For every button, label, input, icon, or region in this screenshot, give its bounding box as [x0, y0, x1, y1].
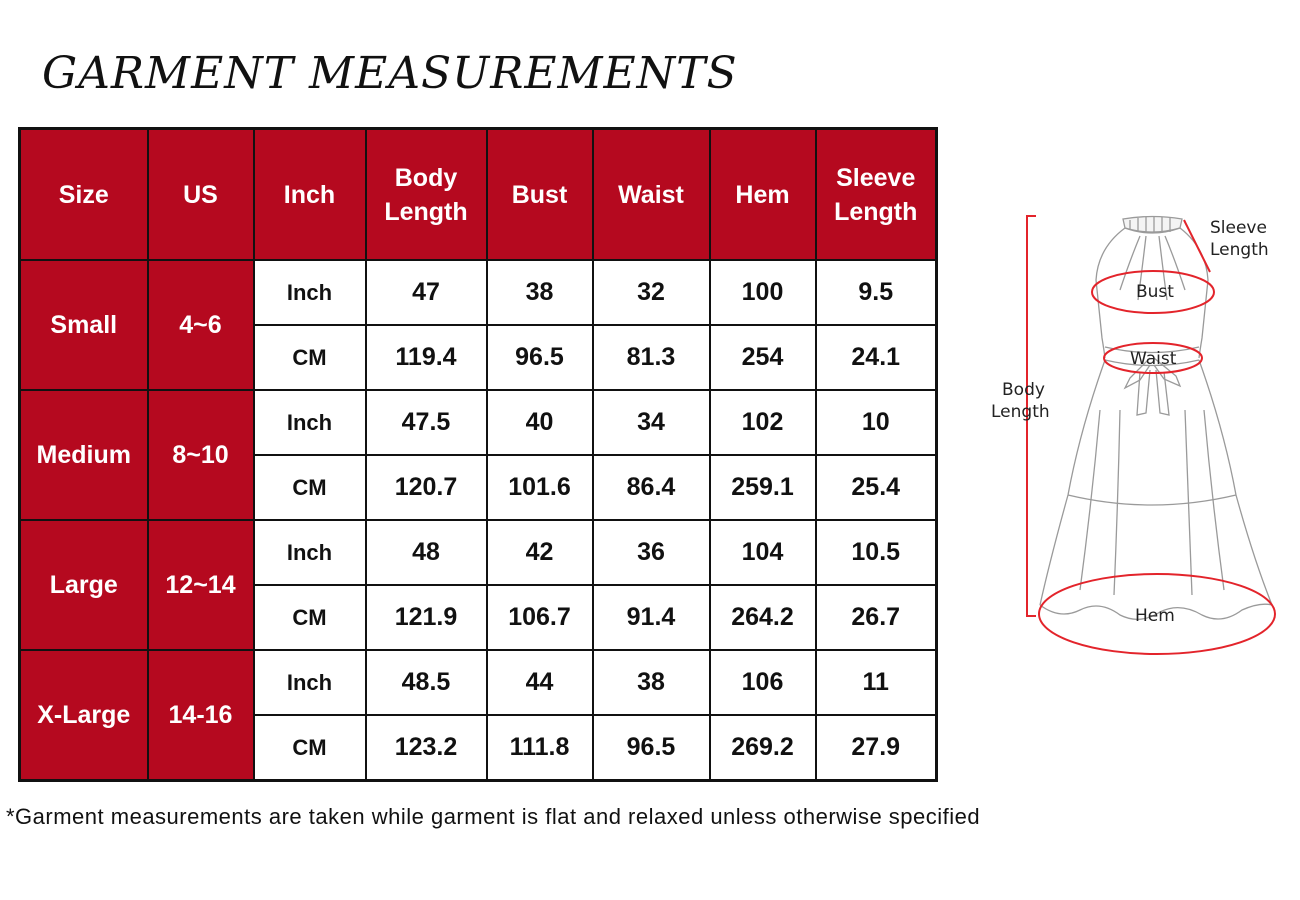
value-cell: 119.4 — [366, 325, 487, 390]
value-cell: 26.7 — [816, 585, 937, 650]
value-cell: 254 — [710, 325, 816, 390]
header-cell: Waist — [593, 129, 710, 261]
unit-cell: CM — [254, 455, 366, 520]
table-row — [20, 650, 937, 715]
value-cell: 32 — [593, 260, 710, 325]
size-name-cell: Small — [20, 260, 148, 390]
unit-cell: Inch — [254, 520, 366, 585]
unit-cell: CM — [254, 325, 366, 390]
header-cell: Body Length — [366, 129, 487, 261]
header-cell: Sleeve Length — [816, 129, 937, 261]
value-cell: 120.7 — [366, 455, 487, 520]
size-chart-table — [18, 127, 938, 782]
value-cell: 106 — [710, 650, 816, 715]
value-cell: 48.5 — [366, 650, 487, 715]
table-row — [20, 390, 937, 455]
sleeve-length-label: Length — [1210, 240, 1269, 260]
us-size-cell: 14-16 — [148, 650, 254, 781]
value-cell: 47 — [366, 260, 487, 325]
page-title: GARMENT MEASUREMENTS — [42, 48, 738, 99]
value-cell: 269.2 — [710, 715, 816, 781]
header-cell: Bust — [487, 129, 593, 261]
value-cell: 111.8 — [487, 715, 593, 781]
size-name-cell: X-Large — [20, 650, 148, 781]
value-cell: 91.4 — [593, 585, 710, 650]
value-cell: 25.4 — [816, 455, 937, 520]
waist-label: Waist — [1130, 349, 1177, 369]
value-cell: 34 — [593, 390, 710, 455]
sleeve-length-line-icon — [1184, 220, 1210, 272]
value-cell: 264.2 — [710, 585, 816, 650]
hem-label: Hem — [1135, 606, 1175, 626]
value-cell: 24.1 — [816, 325, 937, 390]
footnote: *Garment measurements are taken while garment is flat and relaxed unless otherwise specified — [6, 804, 981, 829]
dress-outline-icon — [1040, 217, 1272, 620]
header-cell: Inch — [254, 129, 366, 261]
value-cell: 48 — [366, 520, 487, 585]
value-cell: 101.6 — [487, 455, 593, 520]
value-cell: 86.4 — [593, 455, 710, 520]
header-cell: Hem — [710, 129, 816, 261]
value-cell: 27.9 — [816, 715, 937, 781]
size-name-cell: Large — [20, 520, 148, 650]
size-name-cell: Medium — [20, 390, 148, 520]
header-cell: Size — [20, 129, 148, 261]
value-cell: 9.5 — [816, 260, 937, 325]
value-cell: 102 — [710, 390, 816, 455]
value-cell: 42 — [487, 520, 593, 585]
value-cell: 10 — [816, 390, 937, 455]
body-length-label: Length — [991, 402, 1050, 422]
unit-cell: Inch — [254, 260, 366, 325]
us-size-cell: 8~10 — [148, 390, 254, 520]
unit-cell: CM — [254, 715, 366, 781]
value-cell: 96.5 — [487, 325, 593, 390]
value-cell: 47.5 — [366, 390, 487, 455]
value-cell: 40 — [487, 390, 593, 455]
us-size-cell: 4~6 — [148, 260, 254, 390]
value-cell: 38 — [593, 650, 710, 715]
sleeve-length-label: Sleeve — [1210, 218, 1267, 238]
bust-label: Bust — [1136, 282, 1174, 302]
header-cell: US — [148, 129, 254, 261]
us-size-cell: 12~14 — [148, 520, 254, 650]
value-cell: 96.5 — [593, 715, 710, 781]
value-cell: 36 — [593, 520, 710, 585]
value-cell: 11 — [816, 650, 937, 715]
value-cell: 38 — [487, 260, 593, 325]
value-cell: 106.7 — [487, 585, 593, 650]
value-cell: 104 — [710, 520, 816, 585]
value-cell: 259.1 — [710, 455, 816, 520]
value-cell: 121.9 — [366, 585, 487, 650]
body-length-label: Body — [1002, 380, 1045, 400]
table-header-row — [20, 129, 937, 261]
value-cell: 123.2 — [366, 715, 487, 781]
dress-diagram — [980, 200, 1290, 680]
unit-cell: Inch — [254, 650, 366, 715]
unit-cell: CM — [254, 585, 366, 650]
table-row — [20, 520, 937, 585]
value-cell: 100 — [710, 260, 816, 325]
value-cell: 10.5 — [816, 520, 937, 585]
value-cell: 44 — [487, 650, 593, 715]
table-row — [20, 260, 937, 325]
value-cell: 81.3 — [593, 325, 710, 390]
unit-cell: Inch — [254, 390, 366, 455]
